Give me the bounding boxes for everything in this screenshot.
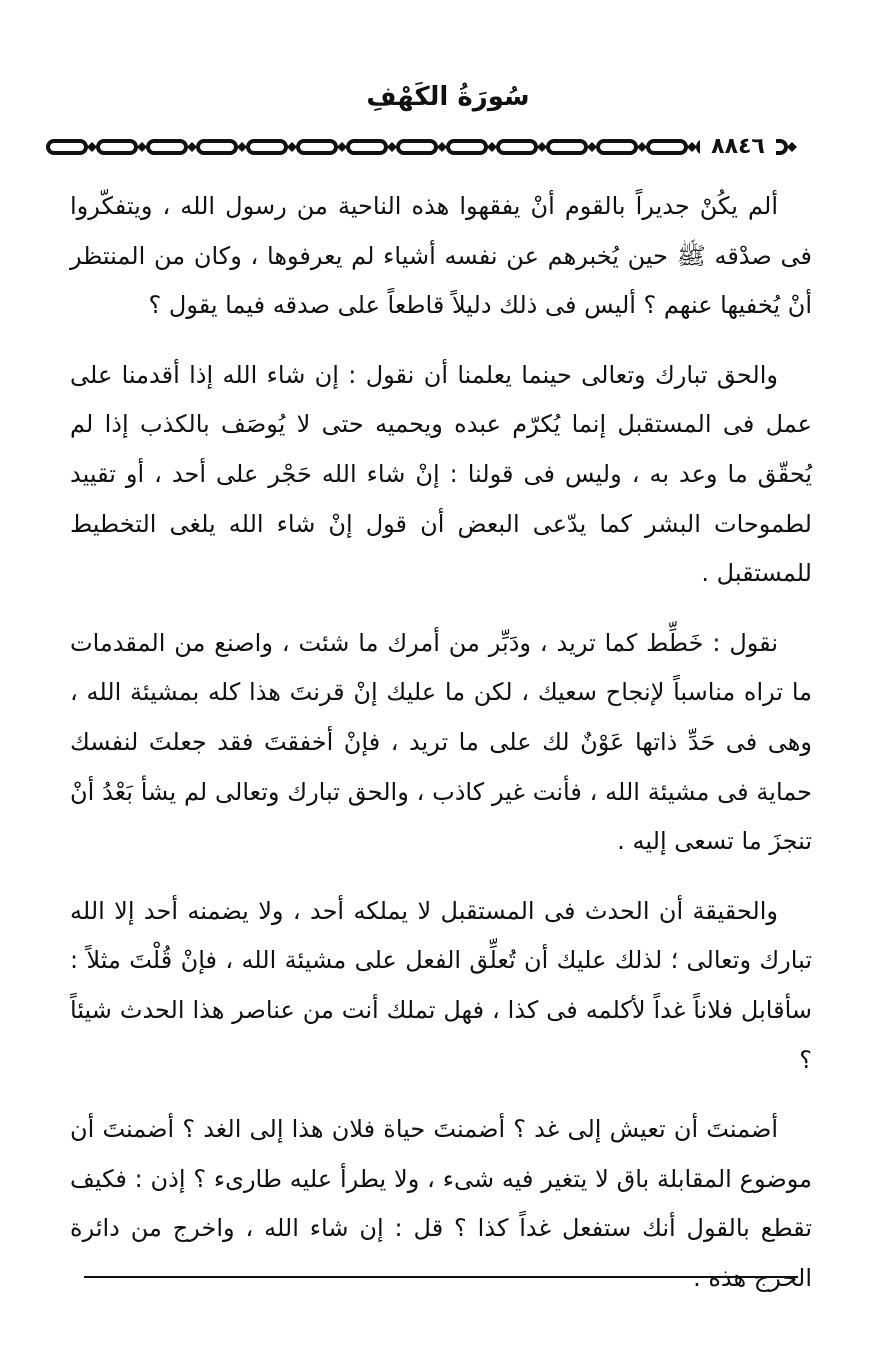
paragraph: نقول : خَطِّط كما تريد ، ودَبِّر من أمرك ما شئت ، واصنع من المقدمات ما تراه مناسباً لإنجاح سعيك ، لكن ما عليك إنْ قرنتَ هذا كله بمشيئة الله ، وهى فى حَدِّ ذاتها عَوْنٌ لك على ما تريد ، فإنْ أخفقتَ فقد جعلتَ لنفسك حماية فى مشيئة الله ، فأنت غير كاذب ، والحق تبارك وتعالى لم يشأ بَعْدُ أنْ تنجزَ ما تسعى إليه . xyxy=(70,628,812,856)
header-chain-ornament xyxy=(44,134,814,160)
page-body xyxy=(70,182,812,1323)
paragraph: ألم يكُنْ جديراً بالقوم أنْ يفقهوا هذه الناحية من رسول الله ، ويتفكّروا فى صدْقه ﷺ حين يُخبرهم عن نفسه أشياء لم يعرفوها ، وكان من المنتظر أنْ يُخفيها عنهم ؟ أليس فى ذلك دليلاً قاطعاً على صدقه فيما يقول ؟ xyxy=(70,192,812,320)
footer-rule xyxy=(84,1276,798,1278)
paragraph: والحق تبارك وتعالى حينما يعلمنا أن نقول : إن شاء الله إذا أقدمنا على عمل فى المستقبل إنما يُكرّم عبده ويحميه حتى لا يُوصَف بالكذب إذا لم يُحقّق ما وعد به ، وليس فى قولنا : إنْ شاء الله حَجْر على أحد ، أو تقييد لطموحات البشر كما يدّعى البعض أن قول إنْ شاء الله يلغى التخطيط للمستقبل . xyxy=(70,360,812,588)
paragraph: أضمنتَ أن تعيش إلى غد ؟ أضمنتَ حياة فلان هذا إلى الغد ؟ أضمنتَ أن موضوع المقابلة باق لا يتغير فيه شىء ، ولا يطرأ عليه طارىء ؟ إذن : فكيف تقطع بالقول أنك ستفعل غداً كذا ؟ قل : إن شاء الله ، واخرج من دائرة الحرج هذه . xyxy=(70,1115,812,1292)
surah-title: سُورَةُ الكَهْفِ xyxy=(366,82,530,112)
paragraph: والحقيقة أن الحدث فى المستقبل لا يملكه أحد ، ولا يضمنه أحد إلا الله تبارك وتعالى ؛ لذلك عليك أن تُعلِّق الفعل على مشيئة الله ، فإنْ قُلْتَ مثلاً : سأقابل فلاناً غداً لأكلمه فى كذا ، فهل تملك أنت من عناصر هذا الحدث شيئاً ؟ xyxy=(70,896,812,1074)
page-number: ٨٨٤٦ xyxy=(700,134,776,160)
